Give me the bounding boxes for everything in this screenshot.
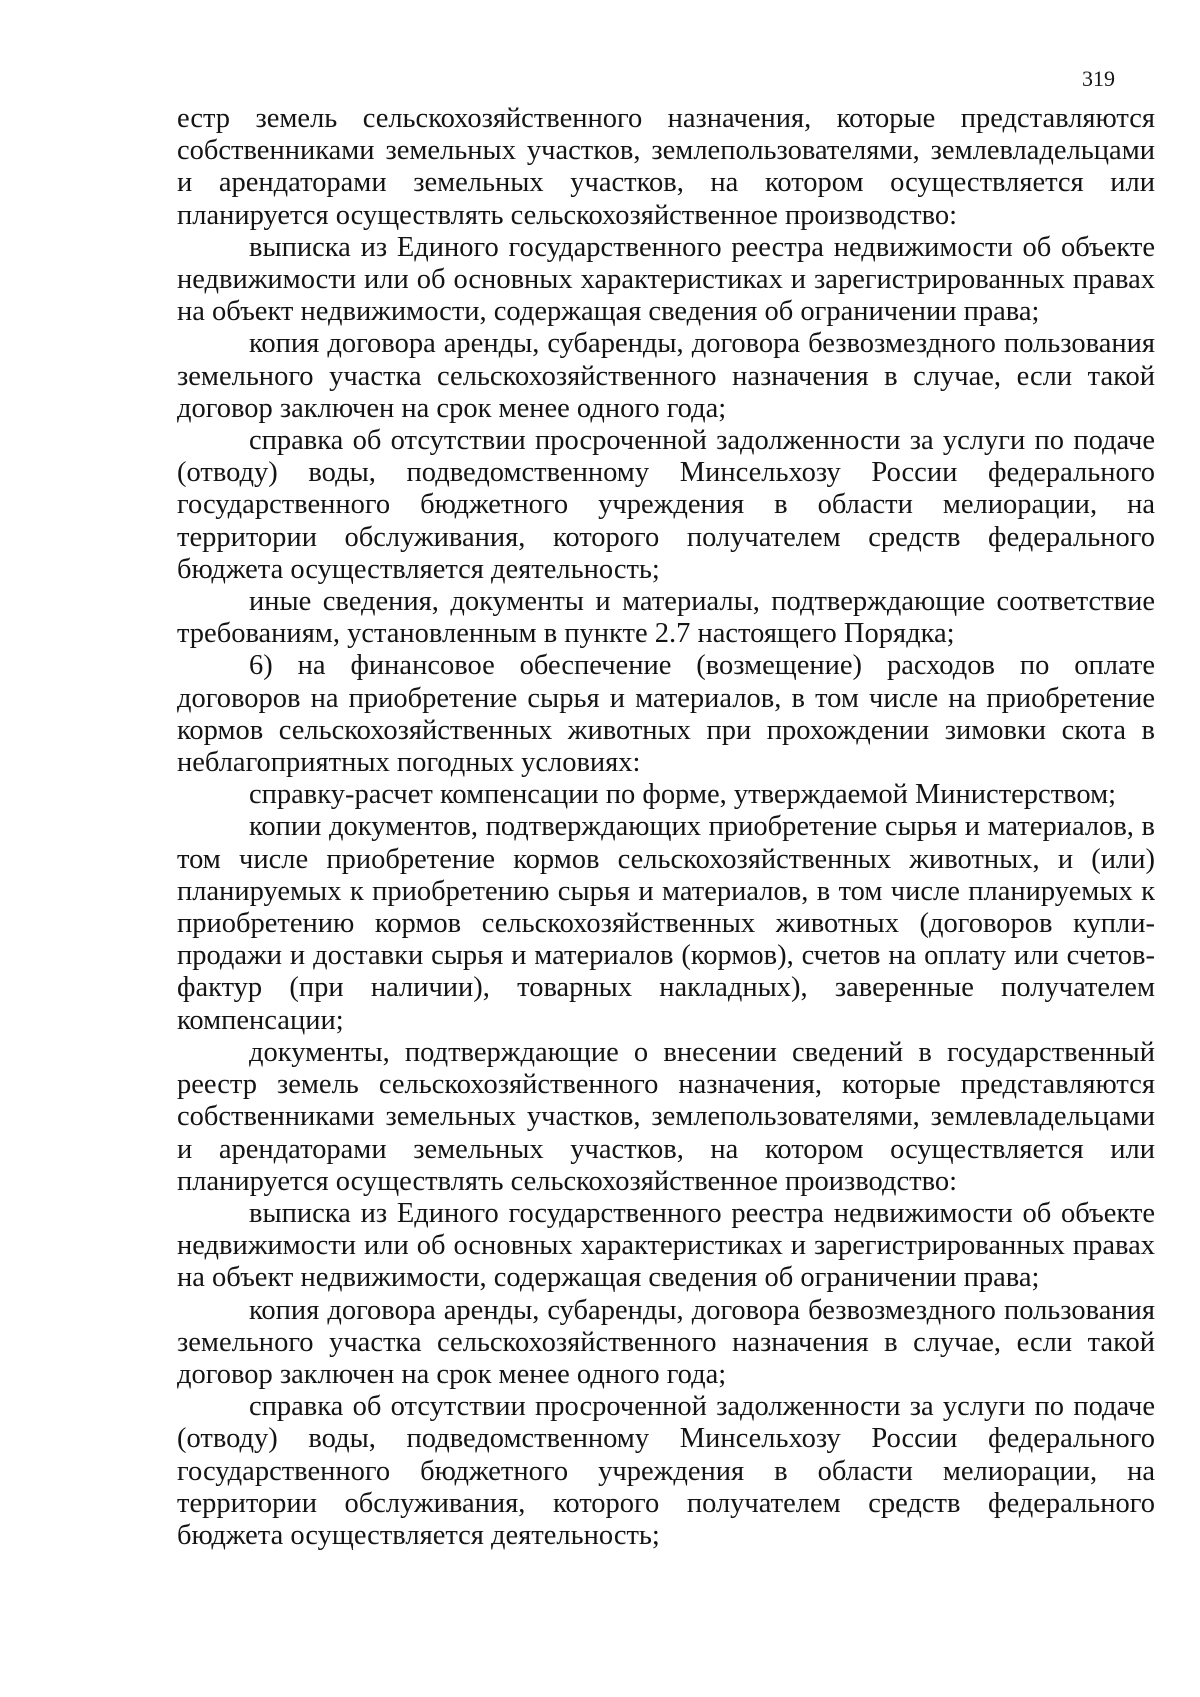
paragraph: выписка из Единого государственного реестра недвижимости об объекте недвижимости или об основных характеристиках и зарегистрированных правах на объект недвижимости, содержащая сведения об ограничении права; bbox=[177, 231, 1155, 328]
paragraph: копии документов, подтверждающих приобретение сырья и материалов, в том числе приобретение кормов сельскохозяйственных животных, и (или) планируемых к приобретению сырья и материалов, в том числе планируемых к приобретению кормов сельскохозяйственных животных (договоров купли-продажи и доставки сырья и материалов (кормов), счетов на оплату или счетов-фактур (при наличии), товарных накладных), заверенные получателем компенсации; bbox=[177, 811, 1155, 1036]
paragraph: копия договора аренды, субаренды, договора безвозмездного пользования земельного участка сельскохозяйственного назначения в случае, если такой договор заключен на срок менее одного года; bbox=[177, 1294, 1155, 1390]
paragraph: естр земель сельскохозяйственного назначения, которые представляются собственниками земельных участков, землепользователями, землевладельцами и арендаторами земельных участков, на котором осуществляется или планируется осуществлять сельскохозяйственное производство: bbox=[177, 103, 1155, 231]
paragraph: иные сведения, документы и материалы, подтверждающие соответствие требованиям, установленным в пункте 2.7 настоящего Порядка; bbox=[177, 586, 1155, 650]
paragraph: справка об отсутствии просроченной задолженности за услуги по подаче (отводу) воды, подведомственному Минсельхозу России федерального государственного бюджетного учреждения в области мелиорации, на территории обслуживания, которого получателем средств федерального бюджета осуществляется деятельность; bbox=[177, 425, 1155, 585]
paragraph: справка об отсутствии просроченной задолженности за услуги по подаче (отводу) воды, подведомственному Минсельхозу России федерального государственного бюджетного учреждения в области мелиорации, на территории обслуживания, которого получателем средств федерального бюджета осуществляется деятельность; bbox=[177, 1391, 1155, 1551]
paragraph: копия договора аренды, субаренды, договора безвозмездного пользования земельного участка сельскохозяйственного назначения в случае, если такой договор заключен на срок менее одного года; bbox=[177, 328, 1155, 424]
paragraph: документы, подтверждающие о внесении сведений в государственный реестр земель сельскохозяйственного назначения, которые представляются собственниками земельных участков, землепользователями, землевладельцами и арендаторами земельных участков, на котором осуществляется или планируется осуществлять сельскохозяйственное производство: bbox=[177, 1036, 1155, 1197]
paragraph: выписка из Единого государственного реестра недвижимости об объекте недвижимости или об основных характеристиках и зарегистрированных правах на объект недвижимости, содержащая сведения об ограничении права; bbox=[177, 1197, 1155, 1294]
page-number: 319 bbox=[1082, 66, 1115, 91]
paragraph: справку-расчет компенсации по форме, утверждаемой Министерством; bbox=[249, 779, 1117, 811]
document-body bbox=[177, 103, 1155, 1552]
paragraph: 6) на финансовое обеспечение (возмещение) расходов по оплате договоров на приобретение сырья и материалов, в том числе на приобретение кормов сельскохозяйственных животных при прохождении зимовки скота в неблагоприятных погодных условиях: bbox=[177, 650, 1155, 779]
